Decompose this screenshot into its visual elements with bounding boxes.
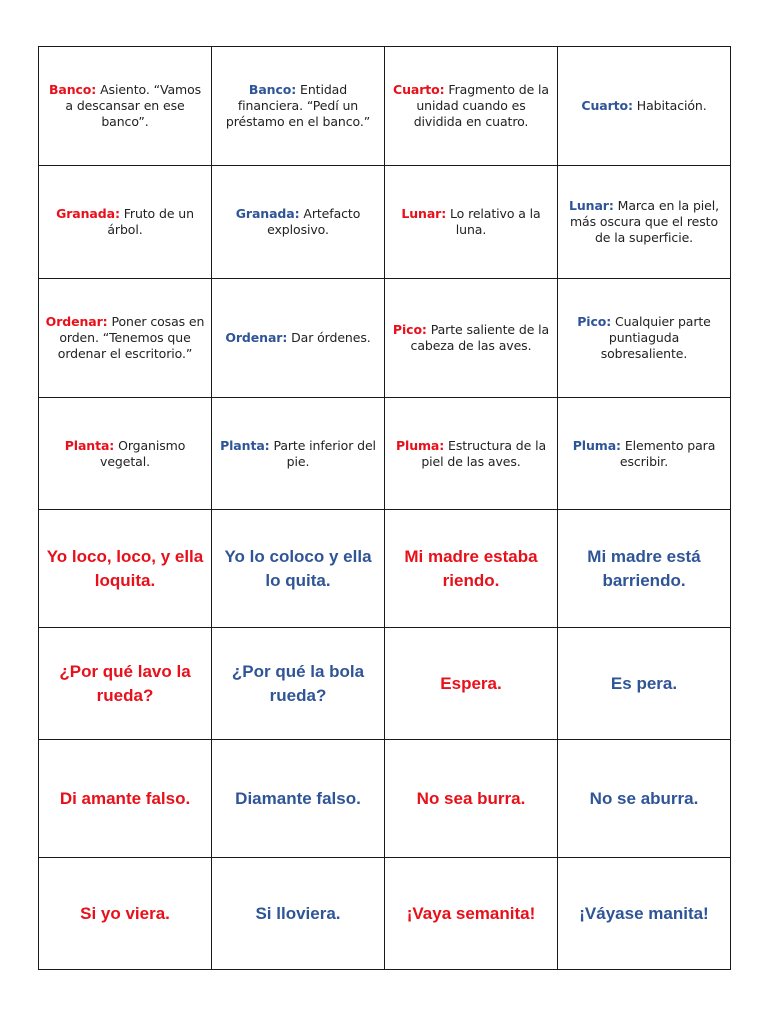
card-term: Granada: — [56, 206, 120, 221]
definition-card — [558, 47, 731, 166]
card-definition: Parte inferior del pie. — [273, 437, 376, 469]
card-phrase: Si yo viera. — [80, 903, 170, 923]
card-definition: Lo relativo a la luna. — [450, 206, 541, 237]
card-phrase: Si lloviera. — [255, 903, 341, 923]
card-definition: Poner cosas en orden. “Tenemos que ordenar el escritorio.” — [57, 314, 205, 361]
definition-card — [385, 47, 558, 166]
card-definition: Artefacto explosivo. — [267, 206, 361, 237]
card-phrase: ¿Por qué lavo la rueda? — [59, 661, 191, 705]
definition-card — [212, 47, 385, 166]
card-definition: Marca en la piel, más oscura que el resto de la superficie. — [569, 198, 719, 245]
card-definition: Fruto de un árbol. — [107, 206, 194, 237]
phrase-card — [212, 510, 385, 628]
phrase-card — [212, 740, 385, 858]
card-term: Pico: — [577, 314, 612, 329]
definition-card — [385, 398, 558, 510]
phrase-card — [39, 628, 212, 740]
card-definition: Entidad financiera. “Pedí un préstamo en el banco.” — [225, 82, 371, 129]
phrase-card — [212, 628, 385, 740]
card-phrase: Diamante falso. — [235, 788, 361, 808]
phrase-card — [385, 628, 558, 740]
definition-card — [558, 398, 731, 510]
phrase-card — [558, 858, 731, 970]
phrase-row — [39, 858, 731, 970]
phrase-row — [39, 510, 731, 628]
phrase-row — [39, 628, 731, 740]
card-phrase: No se aburra. — [589, 788, 699, 808]
definition-card — [39, 279, 212, 398]
homonym-cards-table — [38, 46, 731, 970]
card-term: Cuarto: — [581, 98, 633, 113]
card-term: Lunar: — [401, 206, 447, 221]
card-definition: Habitación. — [636, 98, 707, 113]
card-definition: Asiento. “Vamos a descansar en ese banco”. — [65, 82, 202, 129]
card-term: Planta: — [220, 437, 270, 453]
definition-card — [385, 279, 558, 398]
card-definition: Estructura de la piel de las aves. — [421, 437, 547, 469]
definition-row — [39, 47, 731, 166]
card-term: Cuarto: — [393, 82, 445, 97]
card-phrase: Di amante falso. — [59, 788, 191, 808]
card-term: Granada: — [235, 206, 300, 221]
definition-row — [39, 279, 731, 398]
card-phrase: Mi madre está barriendo. — [587, 546, 701, 590]
phrase-row — [39, 740, 731, 858]
card-phrase: Mi madre estaba riendo. — [404, 546, 538, 590]
phrase-card — [39, 510, 212, 628]
card-phrase: ¡Váyase manita! — [579, 903, 709, 923]
card-definition: Parte saliente de la cabeza de las aves. — [410, 322, 550, 353]
phrase-card — [39, 740, 212, 858]
card-term: Lunar: — [569, 198, 614, 213]
phrase-card — [212, 858, 385, 970]
card-phrase: ¡Vaya semanita! — [406, 903, 536, 923]
definition-card — [212, 166, 385, 279]
card-phrase: ¿Por qué la bola rueda? — [231, 661, 365, 705]
card-term: Pluma: — [572, 437, 621, 453]
definition-card — [212, 279, 385, 398]
definition-card — [558, 279, 731, 398]
card-term: Ordenar: — [225, 330, 288, 345]
card-phrase: Yo loco, loco, y ella loquita. — [46, 546, 204, 590]
phrase-card — [558, 740, 731, 858]
phrase-card — [385, 740, 558, 858]
definition-card — [558, 166, 731, 279]
definition-row — [39, 398, 731, 510]
definition-card — [39, 398, 212, 510]
phrase-card — [558, 510, 731, 628]
card-phrase: No sea burra. — [416, 788, 526, 808]
card-term: Pico: — [392, 322, 427, 337]
phrase-card — [385, 510, 558, 628]
card-definition: Cualquier parte puntiaguda sobresaliente. — [600, 314, 711, 361]
card-definition: Organismo vegetal. — [100, 437, 186, 469]
card-term: Banco: — [48, 82, 97, 97]
phrase-card — [385, 858, 558, 970]
phrase-card — [558, 628, 731, 740]
card-definition: Dar órdenes. — [291, 330, 371, 345]
card-definition: Fragmento de la unidad cuando es dividida en cuatro. — [413, 82, 549, 129]
card-phrase: Es pera. — [610, 673, 678, 693]
card-phrase: Espera. — [440, 673, 502, 693]
definition-card — [212, 398, 385, 510]
definition-card — [385, 166, 558, 279]
card-term: Banco: — [248, 82, 297, 97]
card-definition: Elemento para escribir. — [619, 437, 716, 469]
card-phrase: Yo lo coloco y ella lo quita. — [224, 546, 372, 590]
card-term: Planta: — [64, 437, 115, 453]
card-term: Pluma: — [395, 437, 445, 453]
definition-card — [39, 166, 212, 279]
phrase-card — [39, 858, 212, 970]
card-term: Ordenar: — [45, 314, 108, 329]
cards-body — [39, 47, 731, 970]
definition-row — [39, 166, 731, 279]
definition-card — [39, 47, 212, 166]
